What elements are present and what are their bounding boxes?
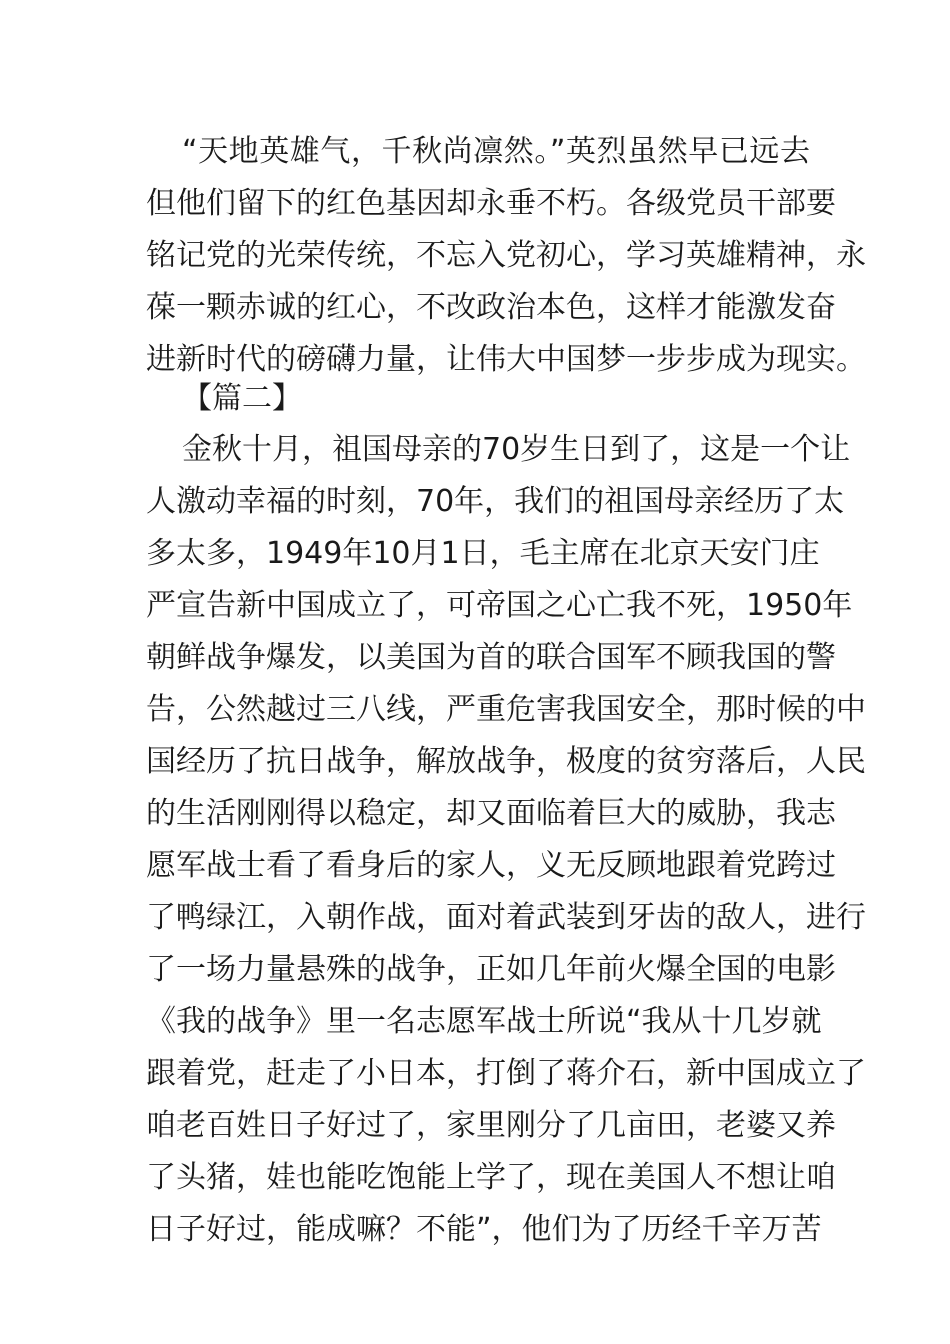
paragraph-line: 咱老百姓日子好过了，家里刚分了几亩田，老婆又养 — [146, 1108, 836, 1143]
section-heading: 【篇二】 — [182, 381, 302, 416]
paragraph-line: 了鸭绿江，入朝作战，面对着武装到牙齿的敌人，进行 — [146, 900, 866, 935]
paragraph-line: 的生活刚刚得以稳定，却又面临着巨大的威胁，我志 — [146, 796, 836, 831]
paragraph-line: 愿军战士看了看身后的家人，义无反顾地跟着党跨过 — [146, 848, 836, 883]
paragraph-line: 葆一颗赤诚的红心，不改政治本色，这样才能激发奋 — [146, 290, 836, 325]
paragraph-line: 跟着党，赶走了小日本，打倒了蒋介石，新中国成立了 — [146, 1056, 866, 1091]
paragraph-line: 金秋十月，祖国母亲的70岁生日到了，这是一个让 — [182, 432, 851, 467]
paragraph-line: “天地英雄气，千秋尚凛然。”英烈虽然早已远去 — [182, 134, 810, 169]
paragraph-line: 日子好过，能成嘛？不能”，他们为了历经千辛万苦 — [146, 1212, 822, 1247]
paragraph-line: 了一场力量悬殊的战争，正如几年前火爆全国的电影 — [146, 952, 836, 987]
paragraph-line: 告，公然越过三八线，严重危害我国安全，那时候的中 — [146, 692, 866, 727]
paragraph-line: 《我的战争》里一名志愿军战士所说“我从十几岁就 — [146, 1004, 822, 1039]
paragraph-line: 严宣告新中国成立了，可帝国之心亡我不死，1950年 — [146, 588, 853, 623]
paragraph-line: 多太多，1949年10月1日，毛主席在北京天安门庄 — [146, 536, 820, 571]
paragraph-line: 进新时代的磅礴力量，让伟大中国梦一步步成为现实。 — [146, 342, 866, 377]
paragraph-line: 国经历了抗日战争，解放战争，极度的贫穷落后，人民 — [146, 744, 866, 779]
paragraph-line: 铭记党的光荣传统，不忘入党初心，学习英雄精神，永 — [146, 238, 866, 273]
paragraph-line: 了头猪，娃也能吃饱能上学了，现在美国人不想让咱 — [146, 1160, 836, 1195]
paragraph-line: 人激动幸福的时刻，70年，我们的祖国母亲经历了太 — [146, 484, 845, 519]
paragraph-line: 但他们留下的红色基因却永垂不朽。各级党员干部要 — [146, 186, 836, 221]
paragraph-line: 朝鲜战争爆发，以美国为首的联合国军不顾我国的警 — [146, 640, 836, 675]
